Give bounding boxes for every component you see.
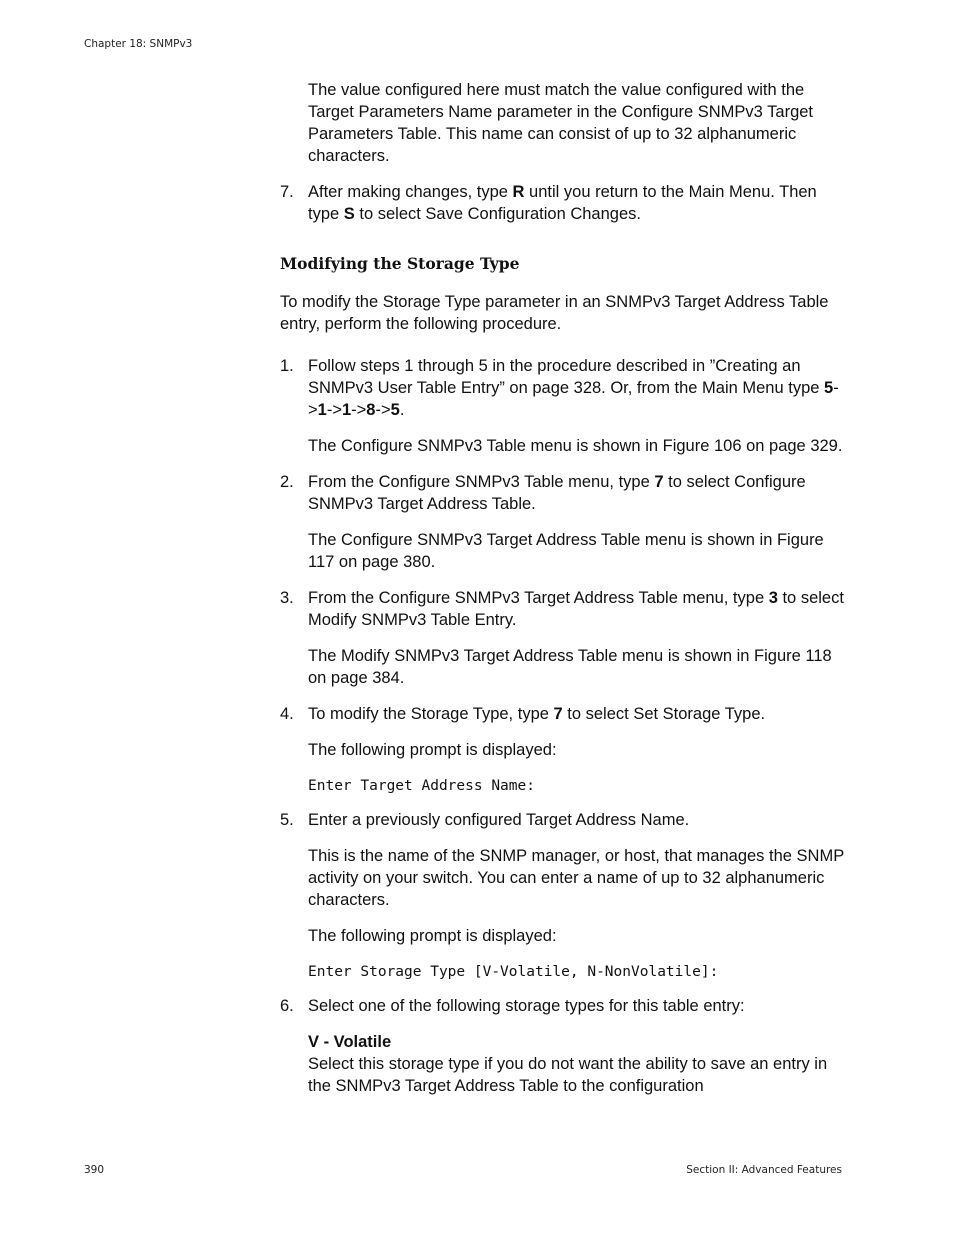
text-run: Follow steps 1 through 5 in the procedure described in ”Creating an SNMPv3 User Table Entry” on page 328. Or, from the Main Menu type: [308, 357, 825, 397]
section-heading: Modifying the Storage Type: [280, 254, 520, 273]
step-4-note: The following prompt is displayed:: [308, 741, 557, 759]
step-5-note: This is the name of the SNMP manager, or host, that manages the SNMP activity on your switch. You can enter a name of up to 32 alphanumeric characters.: [308, 847, 844, 909]
key-separator: ->: [326, 401, 342, 419]
section-footer: Section II: Advanced Features: [686, 1164, 842, 1176]
page-content: [280, 79, 846, 1097]
menu-key: 8: [366, 401, 376, 419]
option-volatile-description: Select this storage type if you do not want the ability to save an entry in the SNMPv3 Target Address Table to the configuration: [308, 1055, 828, 1095]
text-run: From the Configure SNMPv3 Target Address Table menu, type: [308, 589, 769, 607]
step-3: [280, 587, 846, 631]
step-text: [308, 181, 846, 225]
page-number: 390: [84, 1164, 105, 1176]
menu-key: 1: [341, 401, 352, 419]
text-run: .: [399, 401, 405, 419]
step-number: 4.: [280, 705, 294, 723]
step-7: [280, 181, 846, 225]
step-1: [280, 355, 846, 421]
menu-key: 1: [317, 401, 327, 419]
key-separator: ->: [308, 379, 839, 419]
step-text: [308, 587, 846, 631]
text-run: to select Save Configuration Changes.: [354, 205, 641, 223]
key-separator: ->: [351, 401, 367, 419]
step-number: 1.: [280, 357, 294, 375]
step-6: [280, 995, 846, 1017]
prompt-target-address-name: Enter Target Address Name:: [308, 778, 535, 794]
menu-key: 3: [768, 589, 778, 607]
option-volatile-title: [280, 1031, 846, 1053]
step-number: 5.: [280, 811, 294, 829]
chapter-header: Chapter 18: SNMPv3: [84, 38, 193, 50]
step-4: [280, 703, 846, 725]
step-number: 2.: [280, 473, 294, 491]
menu-key: 7: [553, 705, 563, 723]
step-text: Select one of the following storage types for this table entry:: [308, 997, 745, 1015]
prompt-storage-type: Enter Storage Type [V-Volatile, N-NonVolatile]:: [308, 964, 719, 980]
text-run: From the Configure SNMPv3 Table menu, type: [308, 473, 655, 491]
text-run: to select Set Storage Type.: [562, 705, 766, 723]
step-3-note: The Modify SNMPv3 Target Address Table menu is shown in Figure 118 on page 384.: [308, 647, 832, 687]
text-run: to select Modify SNMPv3 Table Entry.: [308, 589, 844, 629]
step-number: 3.: [280, 589, 294, 607]
step-number: 6.: [280, 997, 294, 1015]
step-text: [308, 355, 846, 421]
section-intro: To modify the Storage Type parameter in an SNMPv3 Target Address Table entry, perform the following procedure.: [280, 293, 829, 333]
text-run: to select Configure SNMPv3 Target Address Table.: [308, 473, 806, 513]
menu-key: 5: [824, 379, 834, 397]
option-title-text: V - Volatile: [308, 1033, 392, 1051]
step-5-prompt-note: The following prompt is displayed:: [308, 927, 557, 945]
intro-paragraph: The value configured here must match the value configured with the Target Parameters Name parameter in the Configure SNMPv3 Target Parameters Table. This name can consist of up to 32 alphanumeric characters.: [308, 81, 814, 165]
menu-key: 7: [654, 473, 664, 491]
step-number: 7.: [280, 183, 294, 201]
key-separator: ->: [375, 401, 391, 419]
step-2: [280, 471, 846, 515]
text-run: To modify the Storage Type, type: [308, 705, 554, 723]
step-2-note: The Configure SNMPv3 Target Address Table menu is shown in Figure 117 on page 380.: [308, 531, 824, 571]
text-run: After making changes, type: [308, 183, 513, 201]
step-1-note: The Configure SNMPv3 Table menu is shown in Figure 106 on page 329.: [308, 437, 843, 455]
key-r: R: [512, 183, 525, 201]
step-text: [308, 471, 846, 515]
menu-key: 5: [390, 401, 400, 419]
step-text: [308, 703, 846, 725]
key-s: S: [343, 205, 355, 223]
step-text: Enter a previously configured Target Address Name.: [308, 811, 690, 829]
text-run: until you return to the Main Menu. Then type: [308, 183, 817, 223]
step-5: [280, 809, 846, 831]
